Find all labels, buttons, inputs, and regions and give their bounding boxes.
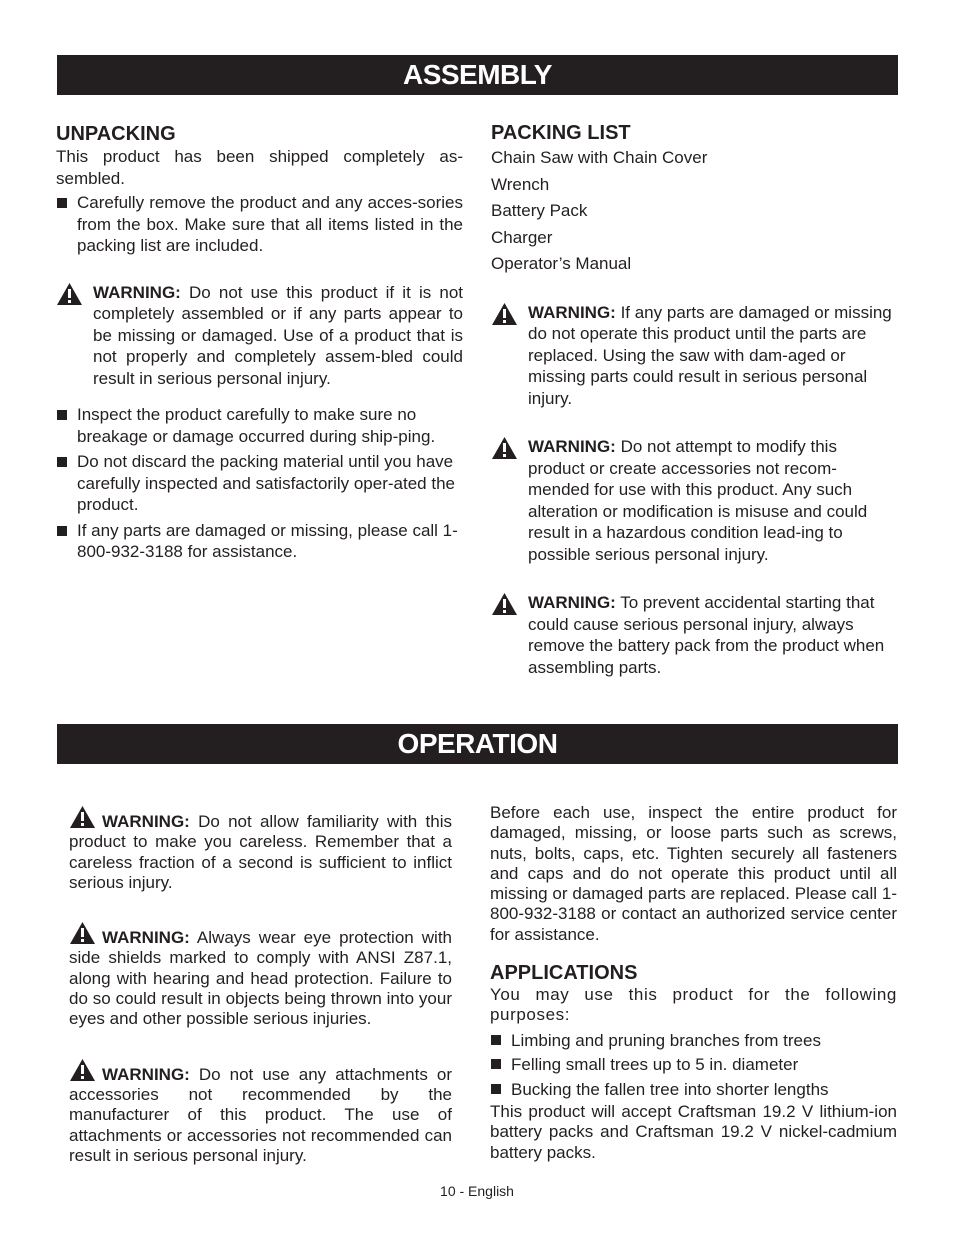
applications-closing: This product will accept Craftsman 19.2 V lithium-ion battery packs and Craftsman 19.2 V nickel-cadmium battery packs. — [490, 1102, 897, 1162]
warning-text: Do not use this product if it is not completely assembled or if any parts appear to be missing or damaged. Use of a product that is not properly and completely assem-bled could result in serious personal injury. — [93, 282, 463, 388]
packing-list-item: Chain Saw with Chain Cover — [491, 148, 708, 167]
warning-triangle-icon — [491, 436, 518, 460]
warning-text: To prevent accidental starting that could cause serious personal injury, always remove the battery pack from the product when assembling parts. — [528, 593, 885, 677]
warning-triangle-icon — [69, 921, 96, 945]
unpacking-warning — [56, 282, 463, 390]
warning-triangle-icon — [491, 592, 518, 616]
packing-list-item: Operator’s Manual — [491, 254, 632, 273]
packing-list-heading: PACKING LIST — [491, 122, 631, 144]
warning-triangle-icon — [491, 302, 518, 326]
page-footer: 10 - English — [440, 1183, 514, 1199]
warning-label: WARNING: — [528, 302, 616, 322]
warning-label: WARNING: — [102, 1064, 190, 1084]
applications-item: Limbing and pruning branches from trees — [490, 1029, 897, 1054]
applications-item: Felling small trees up to 5 in. diameter — [490, 1053, 897, 1078]
inspect-text: Before each use, inspect the entire product for damaged, missing, or loose parts such as screws, nuts, bolts, caps, etc. Tighten securely all fasteners and caps and do not operate this product until all missing or damaged parts are replaced. Please call 1-800-932-3188 or contact an authorized service center for assistance. — [490, 803, 897, 944]
operation-banner: OPERATION — [57, 724, 898, 764]
applications-intro: You may use this product for the following purposes: — [490, 985, 897, 1025]
unpacking-bullet: Inspect the product carefully to make sure no breakage or damage occurred during ship-ping. — [56, 404, 463, 447]
packing-list — [491, 145, 898, 278]
packing-list-item: Battery Pack — [491, 201, 588, 220]
warning-text: Do not attempt to modify this product or create accessories not recom-mended for use with this product. Any such alteration or modification is misuse and could result in a hazardous condition lead-ing to possible serious personal injury. — [528, 437, 868, 564]
operation-warning — [69, 921, 452, 1029]
warning-label: WARNING: — [93, 282, 181, 302]
unpacking-bullet: Do not discard the packing material until you have carefully inspected and satisfactorily oper-ated the product. — [56, 451, 463, 516]
unpacking-section — [56, 122, 463, 563]
warning-triangle-icon — [69, 805, 96, 829]
unpacking-heading: UNPACKING — [56, 123, 176, 145]
packing-warning — [491, 436, 898, 565]
unpacking-intro: This product has been shipped completely as-sembled. — [56, 147, 463, 188]
unpacking-bullet: Carefully remove the product and any acces-sories from the box. Make sure that all items listed in the packing list are included. — [56, 192, 463, 257]
packing-warning — [491, 592, 898, 678]
warning-label: WARNING: — [528, 437, 616, 456]
packing-list-item: Wrench — [491, 174, 550, 194]
applications-heading: APPLICATIONS — [490, 962, 638, 985]
warning-triangle-icon — [56, 282, 83, 306]
applications-item: Bucking the fallen tree into shorter lengths — [490, 1078, 897, 1103]
packing-list-section — [491, 121, 898, 678]
unpacking-bullet: If any parts are damaged or missing, please call 1-800-932-3188 for assistance. — [56, 520, 463, 563]
warning-triangle-icon — [69, 1058, 96, 1082]
warning-text: Do not allow familiarity with this product to make you careless. Remember that a careless fraction of a second is sufficient to inflict serious injury. — [69, 812, 452, 892]
warning-text: Do not use any attachments or accessories not recommended by the manufacturer of this product. The use of attachments or accessories not recommended can result in serious personal injury. — [69, 1064, 452, 1165]
warning-text: If any parts are damaged or missing do not operate this product until the parts are replaced. Using the saw with dam-aged or missing parts could result in serious personal injury. — [528, 302, 892, 408]
warning-label: WARNING: — [528, 593, 616, 612]
warning-text: Always wear eye protection with side shields marked to comply with ANSI Z87.1, along with hearing and head protection. Failure to do so could result in objects being thrown into your eyes and other possible serious injuries. — [69, 928, 452, 1029]
assembly-banner: ASSEMBLY — [57, 55, 898, 95]
operation-warnings — [69, 805, 452, 1166]
packing-warning — [491, 302, 898, 410]
operation-warning — [69, 805, 452, 893]
operation-right — [490, 803, 897, 1163]
operation-warning — [69, 1058, 452, 1166]
warning-label: WARNING: — [102, 928, 190, 948]
packing-list-item: Charger — [491, 227, 553, 247]
warning-label: WARNING: — [102, 812, 190, 831]
